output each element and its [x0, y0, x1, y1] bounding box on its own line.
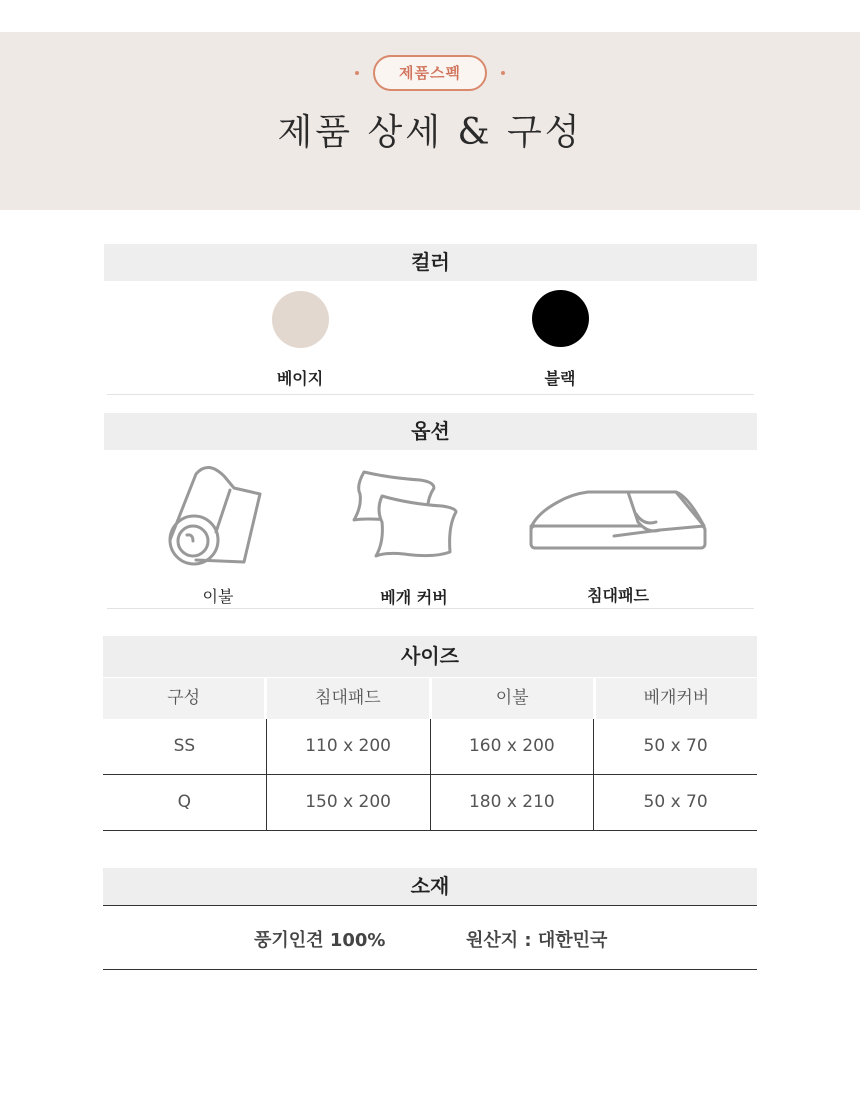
divider [107, 608, 754, 609]
table-cell: 150 x 200 [266, 775, 430, 830]
material-bottom-rule [103, 969, 757, 970]
material-fabric: 풍기인견 100% [254, 930, 386, 951]
table-row [103, 719, 757, 775]
size-table [103, 678, 757, 831]
size-table-header [103, 678, 757, 719]
material-section-heading: 소재 [103, 868, 757, 905]
table-cell: 110 x 200 [266, 719, 430, 774]
badge-dot-left [355, 71, 359, 75]
color-swatch-black [532, 290, 589, 347]
table-cell: 50 x 70 [593, 719, 757, 774]
column-header: 침대패드 [264, 678, 428, 719]
table-row [103, 775, 757, 831]
color-label-black: 블랙 [544, 369, 576, 388]
material-top-rule [103, 905, 757, 906]
option-section-heading: 옵션 [104, 413, 757, 450]
divider [107, 394, 754, 395]
spec-badge: 제품스펙 [373, 55, 487, 91]
pillows-icon [350, 466, 462, 564]
table-cell: 180 x 210 [430, 775, 594, 830]
page-title: 제품 상세 & 구성 [277, 112, 583, 153]
option-label-pillow-cover: 베개 커버 [380, 588, 448, 607]
table-cell: SS [173, 736, 196, 756]
bed-pad-icon [528, 488, 708, 552]
option-label-blanket: 이불 [202, 587, 234, 606]
column-header: 구성 [167, 688, 201, 708]
table-cell: 50 x 70 [593, 775, 757, 830]
material-origin: 원산지 : 대한민국 [466, 930, 608, 951]
badge-dot-right [501, 71, 505, 75]
color-section-heading: 컬러 [104, 244, 757, 281]
rolled-blanket-icon [160, 462, 270, 570]
badge-row [0, 55, 860, 91]
color-label-beige: 베이지 [276, 369, 324, 388]
option-label-bed-pad: 침대패드 [587, 586, 649, 605]
table-cell: Q [177, 792, 192, 812]
column-header: 베개커버 [593, 678, 757, 719]
color-swatch-beige [272, 291, 329, 348]
table-cell: 160 x 200 [430, 719, 594, 774]
size-section-heading: 사이즈 [103, 636, 757, 677]
column-header: 이불 [429, 678, 593, 719]
